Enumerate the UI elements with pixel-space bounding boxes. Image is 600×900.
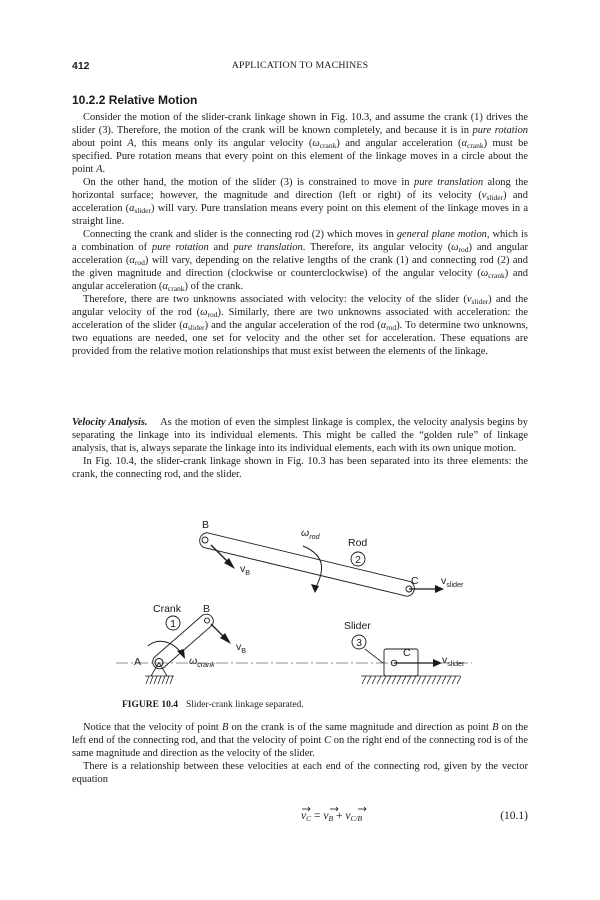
discussion-body <box>72 721 528 786</box>
paragraph-vector-relationship: There is a relationship between these velocities at each end of the connecting rod, given by the vector equation <box>72 761 528 785</box>
paragraph-unknowns: Therefore, there are two unknowns associated with velocity: the velocity of the slider $(v_{slider})$ and the angular velocity of the rod $(\omega_{rod})$. Similarly, there are two unknowns associated with acceleration: the acceleration of the slider $(a_{slider})$ and the angular acceleration of the rod $(\alpha_{rod})$. To determine two unknowns, two equations are needed, one set for velocity and the other set for acceleration. These equations are provided from the relative motion relationships that must exist between the elements of the linkage. <box>72 294 529 357</box>
equation-expression: $v_C = v_B + v_{C/B}$ <box>301 810 363 823</box>
paragraph-rod-motion: Connecting the crank and slider is the connecting rod (2) which moves in general plane motion, which is a combination of pure rotation and pure translation. Therefore, its angular velocity $(\omega_{rod})$ and angular acceleration $(\alpha_{rod})$ will vary, depending on the relative lengths of the crank (1) and connecting rod (2) and the given magnitude and direction (clockwise or counterclockwise) of the angular velocity $(\omega_{crank})$ and angular acceleration $(\alpha_{crank})$ of the crank. <box>72 229 529 293</box>
label-rod: Rod <box>348 537 368 549</box>
velocity-analysis-body <box>72 416 528 481</box>
running-title: APPLICATION TO MACHINES <box>231 60 369 71</box>
section-heading: 10.2.2 Relative Motion <box>72 93 198 107</box>
label-point-a: A <box>134 656 142 668</box>
omega-rod-arrow <box>303 546 322 593</box>
equation-number: (10.1) <box>500 810 528 822</box>
slider-leader-line <box>365 649 383 663</box>
label-vslider-rod: $v_{slider}$ <box>441 575 464 589</box>
velocity-vb-rod-arrow <box>211 545 235 569</box>
paragraph-figure-reference: In Fig. 10.4, the slider-crank linkage shown in Fig. 10.3 has been separated into its three elements: the crank, the connecting rod, and the slider. <box>72 456 528 480</box>
caption-number: FIGURE 10.4 <box>122 700 178 710</box>
label-crank: Crank <box>153 603 182 615</box>
label-vb-rod: $v_B$ <box>240 563 251 577</box>
run-in-heading: Velocity Analysis. <box>72 417 148 428</box>
section-body <box>72 111 528 358</box>
ground-surface <box>361 676 461 684</box>
label-point-c-slider: C <box>403 647 411 659</box>
label-point-b-crank: B <box>203 603 211 615</box>
figure-caption <box>122 700 304 710</box>
paragraph-slider-motion: On the other hand, the motion of the slider (3) is constrained to move in pure translation along the horizontal surface; however, the magnitude and direction (left or right) of its velocity $(v_{slider})$ and acceleration $(a_{slider})$ will vary. Pure translation means every point on this element of the linkage moves in a straight line. <box>72 177 528 227</box>
element-number-2 <box>351 552 365 566</box>
label-slider: Slider <box>344 620 371 632</box>
equation-10-1 <box>72 810 528 828</box>
page-header <box>72 60 528 74</box>
paragraph-crank-motion: Consider the motion of the slider-crank linkage shown in Fig. 10.3, and assume the crank (1) drives the slider (3). Therefore, the motion of the crank will be known completely, and because it is in pure rotation about point A, this means only its angular velocity $(\omega_{crank})$ and angular acceleration $(\alpha_{crank})$ must be specified. Pure rotation means that every point on this element of the linkage moves in a circle about the point A. <box>72 112 529 175</box>
svg-text:1: 1 <box>170 618 176 630</box>
paragraph-velocity-equality: Notice that the velocity of point B on the crank is of the same magnitude and direction as point B on the left end of the connecting rod, and that the velocity of point C on the right end of the connecting rod is of the same magnitude and direction as the velocity of the slider. <box>72 722 528 759</box>
label-omega-rod: $\omega_{rod}$ <box>301 527 320 541</box>
page-number: 412 <box>72 60 90 72</box>
linkage-diagram <box>72 512 528 700</box>
omega-crank-arrow <box>148 641 185 659</box>
figure-slider-crank <box>72 512 528 705</box>
label-vb-crank: $v_B$ <box>236 641 247 655</box>
velocity-vb-crank-arrow <box>211 624 231 644</box>
label-omega-crank: $\omega_{crank}$ <box>189 655 215 669</box>
svg-text:3: 3 <box>356 637 362 649</box>
label-point-c-rod: C <box>411 575 419 587</box>
svg-text:2: 2 <box>355 554 361 566</box>
element-number-1 <box>166 616 180 630</box>
paragraph-velocity-analysis: Velocity Analysis. As the motion of even the simplest linkage is complex, the velocity analysis begins by separating the linkage into its individual elements. This might be called the “golden rule” of linkage analysis, that is, always separate the linkage into its individual elements, each with its own unique motion. <box>72 417 528 454</box>
caption-text: Slider-crank linkage separated. <box>185 700 304 710</box>
label-vslider-slider: $v_{slider}$ <box>442 654 465 668</box>
label-point-b-rod: B <box>202 519 210 531</box>
element-number-3 <box>352 635 366 649</box>
